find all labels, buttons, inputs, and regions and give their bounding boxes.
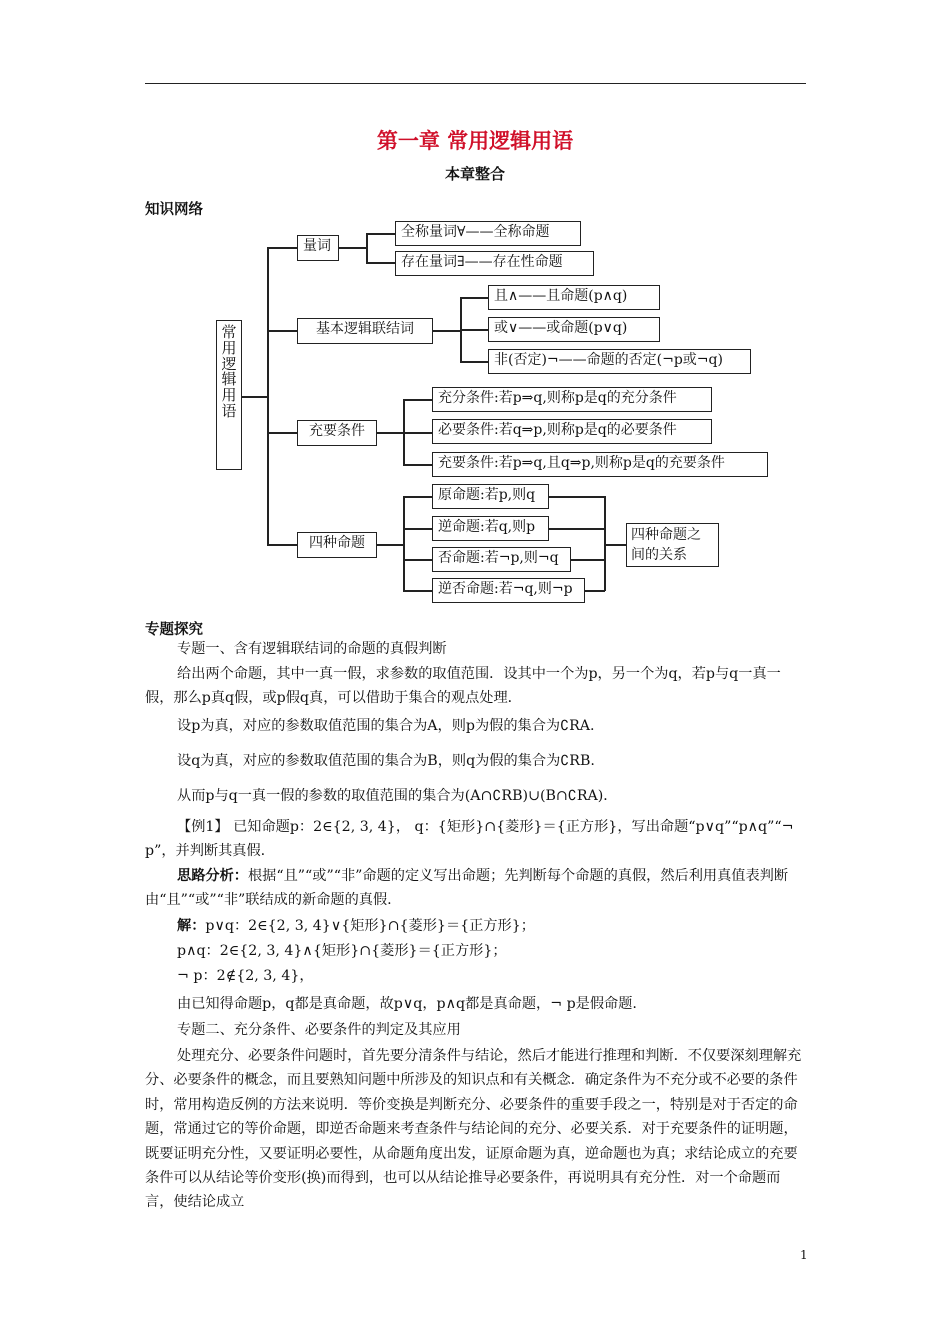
connector [460, 361, 488, 363]
connector [403, 496, 405, 591]
topic1-set-b: 设q为真，对应的参数取值范围的集合为B，则q为假的集合为∁RB. [177, 753, 595, 769]
connector [267, 432, 297, 434]
topics-heading: 专题探究 [145, 622, 203, 638]
leaf-inverse-proposition: 否命题:若¬p,则¬q [432, 547, 571, 572]
branch-logical-connectives: 基本逻辑联结词 [297, 318, 433, 344]
solution-line-4: 由已知得命题p，q都是真命题，故p∨q，p∧q都是真命题，¬ p是假命题. [177, 996, 637, 1012]
connector [403, 528, 432, 530]
topic1-paragraph: 给出两个命题，其中一真一假，求参数的取值范围．设其中一个为p，另一个为q，若p与q一真一假，那么p真q假，或p假q真，可以借助于集合的观点处理． [145, 666, 781, 706]
connector [242, 396, 268, 398]
leaf-existential-quantifier: 存在量词∃——存在性命题 [395, 251, 594, 276]
connector [366, 262, 395, 264]
topic2-paragraph: 处理充分、必要条件问题时，首先要分清条件与结论，然后才能进行推理和判断．不仅要深刻理解充分、必要条件的概念，而且要熟知问题中所涉及的知识点和有关概念．确定条件为不充分或不必要的条件时，常用构造反例的方法来说明．等价变换是判断充分、必要条件的重要手段之一，特别是对于否定的命题，常通过它的等价命题，即逆否命题来考查条件与结论间的充分、必要关系．对于充要条件的证明题，既要证明充分性，又要证明必要性，从命题角度出发，证原命题为真，逆命题也为真；求结论成立的充要条件可以从结论等价变形(换)而得到，也可以从结论推导必要条件，再说明具有充分性．对一个命题而言，使结论成立 [145, 1048, 802, 1211]
connector [460, 329, 488, 331]
leaf-contrapositive-proposition: 逆否命题:若¬q,则¬p [432, 578, 585, 603]
connector [267, 247, 269, 545]
topic1-title: 专题一、含有逻辑联结词的命题的真假判断 [177, 641, 447, 657]
analysis-paragraph [145, 864, 806, 912]
chapter-title: 第一章 常用逻辑用语 [376, 129, 574, 153]
connector [403, 590, 432, 592]
connector [460, 297, 488, 299]
branch-quantifier: 量词 [297, 235, 339, 261]
branch-conditions: 充要条件 [297, 420, 377, 446]
connector [339, 247, 367, 249]
root-box: 常用逻辑用语 [216, 320, 242, 470]
connector [403, 559, 432, 561]
connector [267, 330, 297, 332]
connector [403, 432, 432, 434]
relation-box: 四种命题之间的关系 [626, 523, 719, 567]
topic2-title: 专题二、充分条件、必要条件的判定及其应用 [177, 1022, 461, 1038]
header-rule [145, 83, 806, 84]
connector [366, 233, 368, 263]
connector [403, 496, 432, 498]
connector [585, 590, 605, 592]
knowledge-network-heading: 知识网络 [145, 202, 203, 218]
topic1-set-a: 设p为真，对应的参数取值范围的集合为A，则p为假的集合为∁RA. [177, 718, 595, 734]
leaf-converse-proposition: 逆命题:若q,则p [432, 516, 549, 541]
branch-four-propositions: 四种命题 [297, 532, 377, 558]
connector [403, 464, 432, 466]
connector [377, 432, 404, 434]
connector [403, 399, 432, 401]
leaf-and: 且∧——且命题(p∧q) [488, 285, 660, 310]
leaf-not: 非(否定)¬——命题的否定(¬p或¬q) [488, 349, 751, 374]
leaf-necessary: 必要条件:若q⇒p,则称p是q的必要条件 [432, 419, 712, 444]
connector [549, 528, 605, 530]
solution-line-1 [145, 914, 806, 938]
solution-line-2: p∧q：2∈{2, 3, 4}∧{矩形}∩{菱形}＝{正方形}； [177, 943, 507, 959]
solution-line-3: ¬ p：2∉{2, 3, 4}， [177, 968, 314, 984]
leaf-sufficient: 充分条件:若p⇒q,则称p是q的充分条件 [432, 387, 712, 412]
analysis-text: 根据“且”“或”“非”命题的定义写出命题；先判断每个命题的真假，然后利用真值表判断由“且”“或”“非”联结成的新命题的真假. [145, 868, 789, 908]
connector [571, 559, 605, 561]
page-number: 1 [800, 1248, 808, 1262]
connector [267, 544, 297, 546]
section-title: 本章整合 [444, 165, 505, 183]
leaf-or: 或∨——或命题(p∨q) [488, 317, 660, 342]
solution-label: 解： [177, 918, 206, 934]
connector [433, 330, 461, 332]
connector [267, 247, 297, 249]
connector [366, 233, 395, 235]
connector [604, 544, 626, 546]
leaf-sufficient-necessary: 充要条件:若p⇒q,且q⇒p,则称p是q的充要条件 [432, 452, 768, 477]
connector [377, 544, 404, 546]
leaf-universal-quantifier: 全称量词∀——全称命题 [395, 221, 581, 246]
solution-text-1: p∨q：2∈{2, 3, 4}∨{矩形}∩{菱形}＝{正方形}； [205, 918, 535, 934]
example-1: 【例1】 已知命题p：2∈{2, 3, 4}， q：{矩形}∩{菱形}＝{正方形}，写出命题“p∨q”“p∧q”“¬ p”，并判断其真假. [145, 819, 794, 859]
leaf-original-proposition: 原命题:若p,则q [432, 484, 549, 509]
topic1-range-set: 从而p与q一真一假的参数的取值范围的集合为(A∩∁RB)∪(B∩∁RA)． [177, 788, 618, 804]
analysis-label: 思路分析： [177, 868, 248, 884]
connector [549, 496, 605, 498]
